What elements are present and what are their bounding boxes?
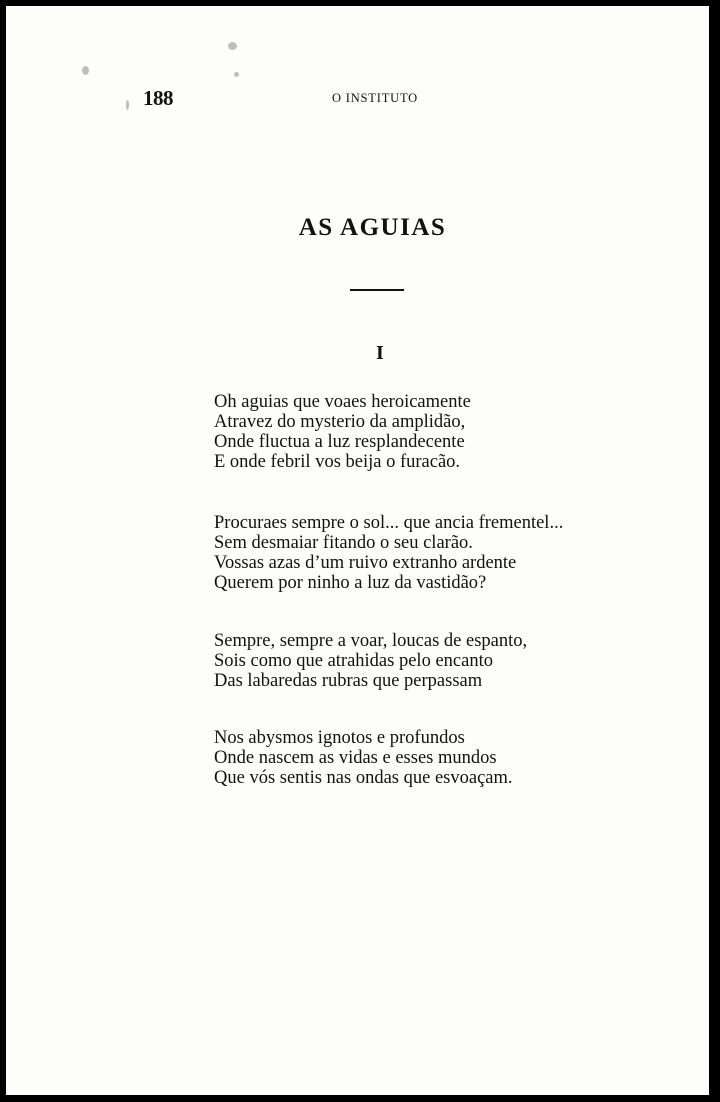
ink-speck (126, 100, 129, 110)
stanza-1 (214, 392, 471, 472)
section-numeral: I (376, 342, 384, 364)
poem-line: Nos abysmos ignotos e profundos (214, 728, 465, 748)
poem-line: Atravez do mysterio da amplidão, (214, 412, 466, 432)
ink-speck (82, 66, 89, 75)
poem-line: Das labaredas rubras que perpassam (214, 671, 483, 691)
poem-line: Que vós sentis nas ondas que esvoaçam. (214, 768, 513, 788)
page-number: 188 (143, 86, 173, 110)
poem-line: Oh aguias que voaes heroicamente (214, 392, 471, 412)
poem-line: Procuraes sempre o sol... que ancia frementel... (214, 513, 564, 533)
poem-line: Onde nascem as vidas e esses mundos (214, 748, 497, 768)
stanza-4 (214, 728, 513, 788)
poem-line: Vossas azas d’um ruivo extranho ardente (214, 553, 517, 573)
running-head: O INSTITUTO (332, 91, 418, 105)
ink-speck (234, 72, 239, 77)
poem-line: Querem por ninho a luz da vastidão? (214, 573, 487, 593)
poem-line: Sois como que atrahidas pelo encanto (214, 651, 493, 671)
stanza-3 (214, 631, 527, 691)
stanza-2 (214, 513, 563, 593)
ink-speck (228, 42, 237, 50)
poem-line: E onde febril vos beija o furacão. (214, 452, 461, 472)
book-page (6, 6, 709, 1095)
poem-line: Sempre, sempre a voar, loucas de espanto, (214, 631, 528, 651)
title-rule (350, 289, 404, 291)
poem-line: Sem desmaiar fitando o seu clarão. (214, 533, 473, 553)
poem-title: AS AGUIAS (298, 214, 447, 241)
poem-line: Onde fluctua a luz resplandecente (214, 432, 465, 452)
